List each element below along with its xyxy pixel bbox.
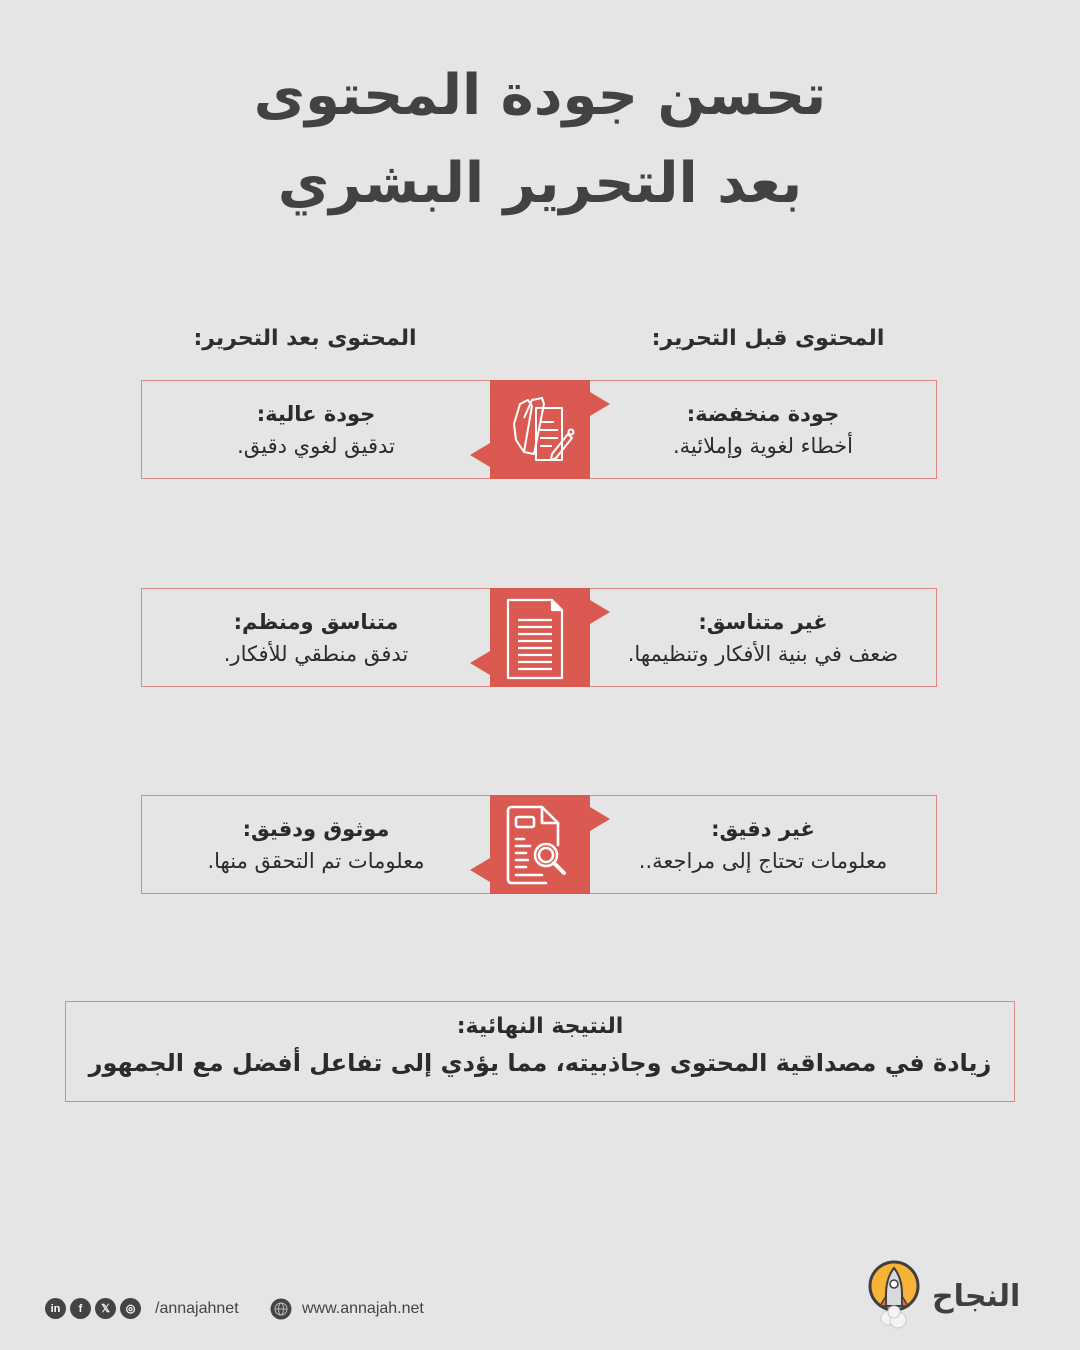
document-search-icon bbox=[502, 805, 578, 885]
comparison-row bbox=[141, 588, 937, 687]
before-cell bbox=[590, 796, 936, 893]
result-heading: النتيجة النهائية: bbox=[456, 1014, 624, 1039]
column-header-after: المحتوى بعد التحرير: bbox=[193, 326, 417, 351]
comparison-row bbox=[141, 380, 937, 479]
brand-name: النجاح bbox=[932, 1278, 1021, 1314]
before-cell bbox=[590, 381, 936, 478]
website-url: www.annajah.net bbox=[302, 1300, 424, 1317]
after-text: تدقيق لغوي دقيق. bbox=[237, 433, 395, 458]
before-heading: غير دقيق: bbox=[711, 816, 815, 841]
after-cell bbox=[142, 796, 490, 893]
social-links bbox=[45, 1298, 239, 1319]
after-heading: موثوق ودقيق: bbox=[242, 816, 390, 841]
before-cell bbox=[590, 589, 936, 686]
after-text: تدفق منطقي للأفكار. bbox=[223, 641, 409, 666]
documents-pen-icon bbox=[502, 390, 578, 468]
before-text: معلومات تحتاج إلى مراجعة.. bbox=[638, 848, 888, 873]
result-text: زيادة في مصداقية المحتوى وجاذبيته، مما يؤدي إلى تفاعل أفضل مع الجمهور bbox=[88, 1049, 992, 1077]
document-lines-icon bbox=[502, 598, 578, 680]
page-title bbox=[0, 52, 1080, 228]
instagram-icon[interactable]: ◎ bbox=[120, 1298, 141, 1319]
comparison-row bbox=[141, 795, 937, 894]
website-link[interactable] bbox=[270, 1298, 424, 1320]
icon-badge bbox=[490, 795, 590, 894]
brand-logo bbox=[868, 1260, 1020, 1332]
linkedin-icon[interactable]: in bbox=[45, 1298, 66, 1319]
final-result-box bbox=[65, 1001, 1015, 1102]
facebook-icon[interactable]: f bbox=[70, 1298, 91, 1319]
rocket-logo-icon bbox=[868, 1260, 924, 1332]
after-heading: جودة عالية: bbox=[256, 401, 376, 426]
icon-badge bbox=[490, 380, 590, 479]
after-cell bbox=[142, 381, 490, 478]
after-heading: متناسق ومنظم: bbox=[233, 609, 399, 634]
column-header-before: المحتوى قبل التحرير: bbox=[651, 326, 885, 351]
before-heading: غير متناسق: bbox=[698, 609, 828, 634]
before-text: أخطاء لغوية وإملائية. bbox=[672, 433, 854, 458]
x-icon[interactable]: 𝕏 bbox=[95, 1298, 116, 1319]
before-text: ضعف في بنية الأفكار وتنظيمها. bbox=[627, 641, 899, 666]
title-line-1: تحسن جودة المحتوى bbox=[253, 63, 827, 128]
after-cell bbox=[142, 589, 490, 686]
icon-badge bbox=[490, 588, 590, 687]
social-handle[interactable]: /annajahnet bbox=[155, 1299, 239, 1317]
after-text: معلومات تم التحقق منها. bbox=[207, 848, 425, 873]
globe-icon bbox=[270, 1298, 292, 1320]
before-heading: جودة منخفضة: bbox=[686, 401, 840, 426]
title-line-2: بعد التحرير البشري bbox=[277, 151, 803, 216]
